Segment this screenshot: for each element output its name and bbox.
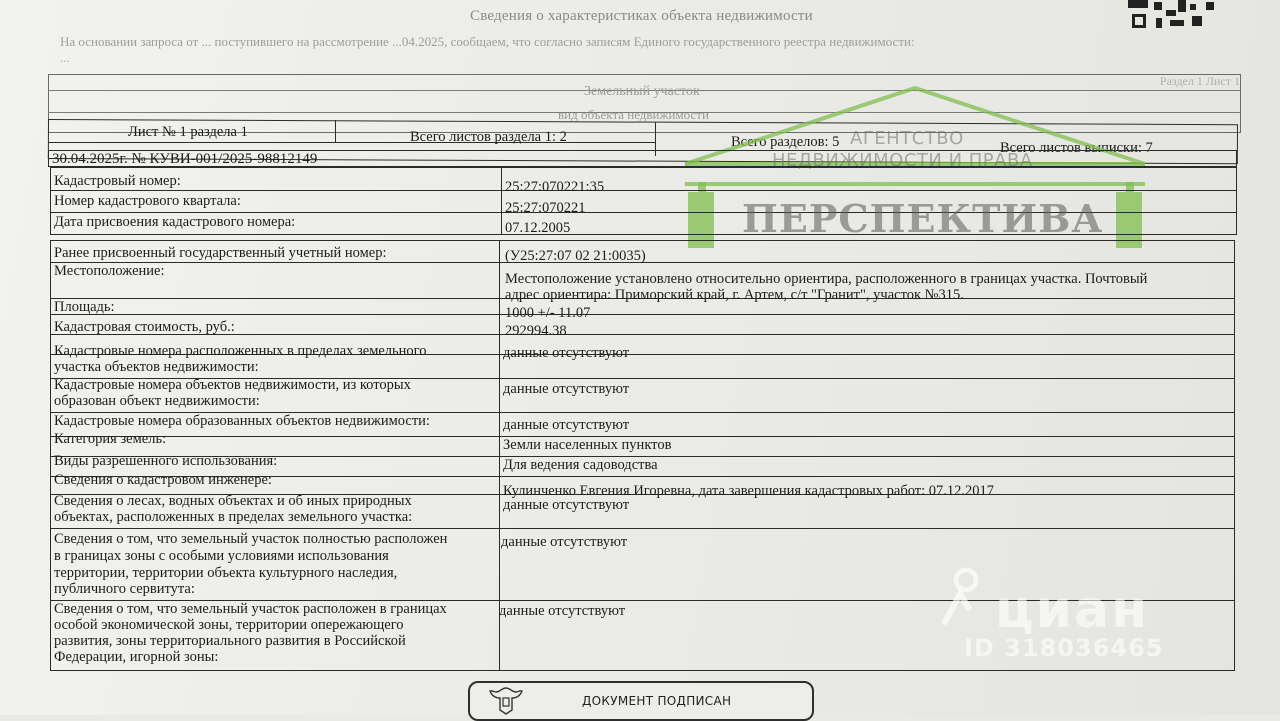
- row-value: данные отсутствуют: [499, 603, 626, 619]
- row-label: Ранее присвоенный государственный учетный номер:: [54, 245, 387, 261]
- row-label: Кадастровые номера объектов недвижимости, из которых: [54, 377, 411, 393]
- row-label: Кадастровый номер:: [54, 173, 181, 189]
- location-pin-icon: [930, 566, 990, 626]
- row-value: Земли населенных пунктов: [503, 437, 672, 453]
- row-label: Сведения о лесах, водных объектах и об иных природных: [54, 493, 412, 509]
- row-label: Федерации, игорной зоны:: [54, 649, 219, 665]
- sections-total: Всего разделов: 5: [731, 134, 840, 150]
- site-watermark-name: циан: [995, 580, 1149, 640]
- row-label: территории, территории объекта культурного наследия,: [54, 565, 398, 581]
- sheets-in-section: Всего листов раздела 1: 2: [410, 129, 567, 145]
- row-label: Кадастровые номера образованных объектов недвижимости:: [54, 413, 430, 429]
- row-label: Дата присвоения кадастрового номера:: [54, 214, 296, 230]
- row-label: Кадастровая стоимость, руб.:: [54, 319, 235, 335]
- row-label: особой экономической зоны, территории опережающего: [54, 617, 404, 633]
- object-type-caption: вид объекта недвижимости: [558, 107, 709, 122]
- document-title: Сведения о характеристиках объекта недвижимости: [470, 8, 813, 24]
- row-value: данные отсутствуют: [503, 381, 630, 397]
- row-value: 07.12.2005: [505, 220, 571, 236]
- sheet-number: Лист № 1 раздела 1: [128, 124, 248, 140]
- listing-id: ID 318036465: [964, 634, 1164, 662]
- coat-of-arms-icon: [488, 684, 524, 716]
- row-value: данные отсутствуют: [503, 345, 630, 361]
- row-value: (У25:27:07 02 21:0035): [505, 248, 646, 264]
- row-label: Виды разрешенного использования:: [54, 453, 278, 469]
- row-value: Для ведения садоводства: [503, 457, 658, 473]
- form-label: Раздел 1 Лист 1: [1159, 74, 1240, 88]
- row-value: данные отсутствуют: [503, 497, 630, 513]
- row-label: Сведения о том, что земельный участок расположен в границах: [54, 601, 447, 617]
- row-value: адрес ориентира: Приморский край, г. Артем, с/т "Гранит", участок №315.: [505, 287, 964, 303]
- intro-paragraph: [60, 34, 1240, 66]
- row-value: данные отсутствуют: [501, 534, 628, 550]
- document-date-number: 30.04.2025г. № КУВИ-001/2025-98812149: [52, 151, 318, 167]
- row-label: в границах зоны с особыми условиями использования: [54, 548, 389, 564]
- row-label: образован объект недвижимости:: [54, 393, 260, 409]
- row-label: развития, зоны территориального развития в Российской: [54, 633, 406, 649]
- stamp-label: ДОКУМЕНТ ПОДПИСАН: [582, 694, 732, 708]
- row-label: Номер кадастрового квартала:: [54, 193, 241, 209]
- row-value: данные отсутствуют: [503, 417, 630, 433]
- qr-code-icon: [1126, 0, 1216, 30]
- row-label: Сведения о том, что земельный участок полностью расположен: [54, 531, 448, 547]
- row-value: 25:27:070221: [505, 200, 586, 216]
- row-label: Сведения о кадастровом инженере:: [54, 472, 272, 488]
- row-label: участка объектов недвижимости:: [54, 359, 259, 375]
- object-type: Земельный участок: [584, 84, 700, 99]
- intro-line-1: На основании запроса от ... поступившего на рассмотрение ...04.2025, сообщаем, что согласно записям Единого государственного реестра недвижимости:: [60, 34, 915, 49]
- row-label: объектах, расположенных в пределах земельного участка:: [54, 509, 413, 525]
- row-value: 1000 +/- 11.07: [505, 305, 591, 321]
- row-label: Категория земель:: [54, 431, 167, 447]
- intro-line-2: ...: [60, 50, 70, 65]
- row-value: Кулинченко Евгения Игоревна, дата завершения кадастровых работ: 07.12.2017: [503, 483, 995, 499]
- row-label: Местоположение:: [54, 263, 165, 279]
- agency-name: ПЕРСПЕКТИВА: [742, 196, 1104, 241]
- sheets-total: Всего листов выписки: 7: [1000, 140, 1153, 156]
- row-label: публичного сервитута:: [54, 581, 195, 597]
- row-label: Кадастровые номера расположенных в пределах земельного: [54, 343, 427, 359]
- row-value: 292994.38: [505, 323, 567, 339]
- row-value: Местоположение установлено относительно ориентира, расположенного в границах участка. Почтовый: [505, 271, 1148, 287]
- row-value: 25:27:070221:35: [505, 179, 605, 195]
- agency-subtitle-line-2: НЕДВИЖИМОСТИ И ПРАВА: [772, 150, 1033, 171]
- row-label: Площадь:: [54, 299, 115, 315]
- agency-subtitle-line-1: АГЕНТСТВО: [850, 128, 964, 149]
